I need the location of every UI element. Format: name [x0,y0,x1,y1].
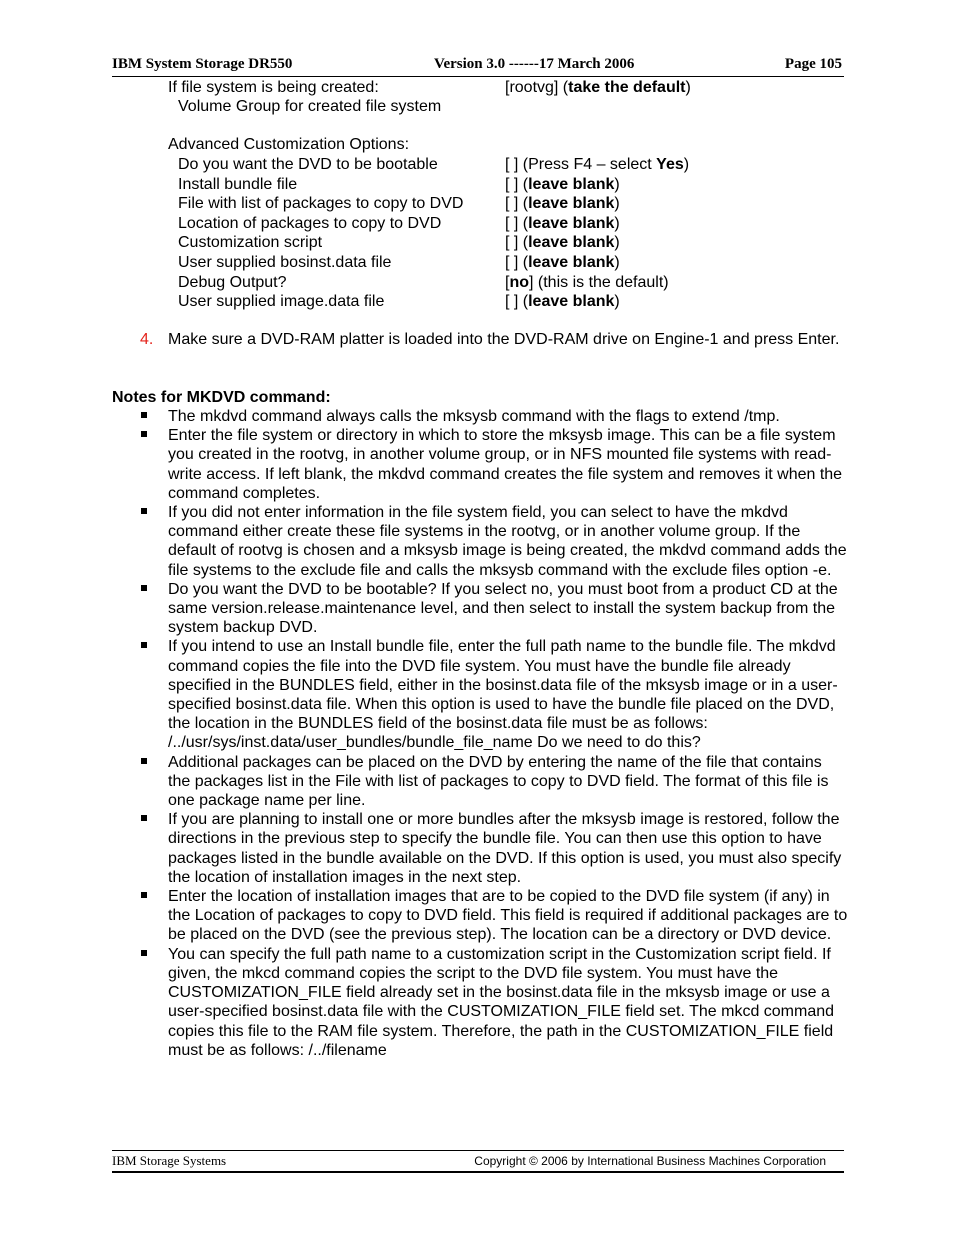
option-label-volume-group: Volume Group for created file system [178,98,442,115]
note-item [168,945,848,1060]
square-bullet-icon [141,508,147,514]
footer-company: IBM Storage Systems [112,1153,227,1168]
advanced-option-label: Customization script [178,234,323,252]
footer-copyright: Copyright © 2006 by International Business Machines Corporation [474,1154,826,1168]
advanced-option-value-bold: leave blank [528,293,615,311]
advanced-option-value [505,273,669,292]
advanced-option-label: Do you want the DVD to be bootable [178,156,438,173]
header-version: Version 3.0 ------17 March 2006 [434,56,635,72]
advanced-option-label: User supplied bosinst.data file [178,254,392,271]
square-bullet-icon [141,431,147,437]
note-text: The mkdvd command always calls the mksysb command with the flags to extend /tmp. [168,408,780,425]
advanced-option-value [505,292,620,311]
advanced-option-label: Install bundle file [178,175,298,193]
advanced-option-value-post: ) [614,293,620,311]
advanced-option-value-pre: [ ] ( [505,293,529,311]
advanced-option-value-bold: leave blank [528,254,615,271]
advanced-option-value [505,155,689,174]
advanced-option-value [505,175,620,194]
advanced-option-value-pre: [ ] ( [505,175,529,193]
note-text: Do you want the DVD to be bootable? If you select no, you must boot from a product CD at the same version.release.maintenance level, and then select to install the system backup from the system backup DVD. [168,580,838,637]
page-footer [112,1150,844,1173]
advanced-option-value-post: ) [683,156,690,173]
advanced-option-value-post: ) [614,234,620,252]
note-item [168,810,848,887]
advanced-option-value-bold: no [509,273,529,291]
advanced-option-value-pre: [ ] (Press F4 – select [505,156,657,173]
advanced-option-value-bold: leave blank [528,214,615,232]
note-text: If you did not enter information in the file system field, you can select to have the mkdvd command either create these file systems in the rootvg, or in another volume group. If the default of rootvg is chosen and a mksysb image is being created, the mkdvd command adds the file systems to the exclude file and calls the mksysb command with the exclude files option -e. [168,504,847,579]
advanced-option-value-bold: leave blank [528,195,615,213]
advanced-option-value [505,194,620,213]
advanced-option-value-post: ) [614,195,620,213]
step-text: Make sure a DVD-RAM platter is loaded into the DVD-RAM drive on Engine-1 and press Enter. [168,331,840,348]
note-text: Additional packages can be placed on the DVD by entering the name of the file that contains the packages list in the File with list of packages to copy to DVD field. The format of this file is one package name per line. [168,753,829,810]
option-value-volume-group [505,78,691,97]
advanced-option-value-post: ) [614,254,620,271]
advanced-option-label: User supplied image.data file [178,293,385,311]
advanced-option-value [505,233,620,252]
square-bullet-icon [141,892,147,898]
advanced-option-value-pre: [ ] ( [505,254,529,271]
advanced-option-value-pre: [ ] ( [505,214,529,232]
advanced-option-value-post: ) [614,214,620,232]
advanced-option-value [505,214,620,233]
note-item [168,426,848,503]
square-bullet-icon [141,758,147,764]
square-bullet-icon [141,642,147,648]
advanced-option-label: Location of packages to copy to DVD [178,214,442,232]
page-header [112,56,844,77]
volume-group-value-text: [rootvg] (take the default) [505,79,691,96]
note-item [168,580,848,638]
note-text: Enter the location of installation images that are to be copied to the DVD file system (if any) in the Location of packages to copy to DVD field. This field is required if additional packages are to be placed on the DVD (see the previous step). The location can be a directory or DVD device. [168,888,848,944]
advanced-option-value-pre: [ ] ( [505,234,529,252]
square-bullet-icon [141,815,147,821]
advanced-option-value-post: ) [614,175,620,193]
advanced-option-value [505,253,620,272]
advanced-option-value-bold: Yes [656,156,684,173]
option-label-fs-created: If file system is being created: [168,79,379,96]
advanced-option-value-post: ] (this is the default) [529,273,669,291]
note-item [168,637,848,752]
advanced-option-value-pre: [ [505,273,510,291]
advanced-option-value-pre: [ ] ( [505,195,529,213]
square-bullet-icon [141,585,147,591]
notes-title: Notes for MKDVD command: [112,389,331,406]
notes-list [168,407,848,1060]
square-bullet-icon [141,950,147,956]
header-title: IBM System Storage DR550 [112,56,293,72]
advanced-option-value-bold: leave blank [528,175,615,193]
step-number: 4. [140,331,154,348]
square-bullet-icon [141,412,147,418]
note-text: You can specify the full path name to a customization script in the Customization script field. If given, the mkcd command copies the script to the DVD file system. You must have the CUSTOMIZATION_FILE field already set in the bosinst.data file in the mksysb image or use a user-specified bosinst.data file with the CUSTOMIZATION_FILE field set. The mkcd command copies this file to the RAM file system. Therefore, the path in the CUSTOMIZATION_FILE field must be as follows: /../filename [168,945,835,1059]
note-item [168,503,848,580]
note-item [168,407,848,426]
advanced-option-value-bold: leave blank [528,234,615,252]
advanced-option-label: File with list of packages to copy to DVD [178,195,464,213]
advanced-options-title: Advanced Customization Options: [168,136,410,153]
note-text: Enter the file system or directory in which to store the mksysb image. This can be a file system you created in the rootvg, in another volume group, or in NFS mounted file systems with read-write access. If left blank, the mkdvd command creates the file system and removes it when the command completes. [168,427,843,502]
header-page-number: Page 105 [784,56,842,72]
note-item [168,753,848,811]
note-item [168,887,848,945]
note-text: If you intend to use an Install bundle file, enter the full path name to the bundle file. The mkdvd command copies the file into the DVD file system. You must have the bundle file already specified in the BUNDLES field, either in the bosinst.data file of the mksysb image or in a user-specified bosinst.data file. When this option is used to have the bundle file placed on the DVD, the location in the BUNDLES field of the bosinst.data file must be as follows: /../usr/sys/inst.data/user_bundles/bundle_file_name Do we need to do this? [168,638,838,752]
note-text: If you are planning to install one or more bundles after the mksysb image is restored, follow the directions in the previous step to specify the bundle file. You can then use this option to have packages listed in the bundle available on the DVD. If this option is used, you must also specify the location of installation images in the next step. [168,811,842,886]
advanced-option-label: Debug Output? [178,273,287,291]
